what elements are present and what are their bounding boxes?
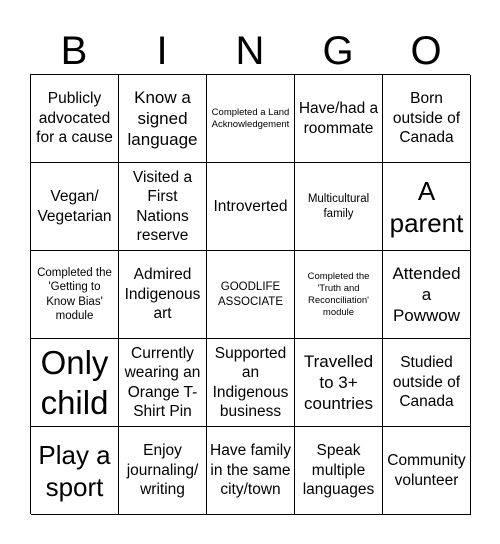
bingo-square[interactable]: Visited a First Nations reserve [119,163,207,251]
header-letter-g: G [322,29,354,73]
bingo-square[interactable]: Only child [31,339,119,427]
header-letter-n: N [235,29,265,73]
bingo-square[interactable]: Publicly advocated for a cause [31,75,119,163]
bingo-square[interactable]: Have/had a roommate [295,75,383,163]
bingo-header [30,28,470,74]
bingo-square[interactable]: Completed the 'Getting to Know Bias' module [31,251,119,339]
bingo-square[interactable]: Multicultural family [295,163,383,251]
bingo-square[interactable]: Have family in the same city/town [207,427,295,515]
header-letter-o: O [410,29,442,73]
bingo-square-free[interactable]: GOODLIFE ASSOCIATE [207,251,295,339]
bingo-square[interactable]: Completed a Land Acknowledgement [207,75,295,163]
bingo-square[interactable]: Completed the 'Truth and Reconciliation' module [295,251,383,339]
bingo-square[interactable]: Born outside of Canada [383,75,471,163]
bingo-square[interactable]: Travelled to 3+ countries [295,339,383,427]
bingo-square[interactable]: Studied outside of Canada [383,339,471,427]
bingo-square[interactable]: A parent [383,163,471,251]
bingo-square[interactable]: Supported an Indigenous business [207,339,295,427]
bingo-square[interactable]: Play a sport [31,427,119,515]
bingo-square[interactable]: Speak multiple languages [295,427,383,515]
bingo-square[interactable]: Admired Indigenous art [119,251,207,339]
header-letter-b: B [60,29,88,73]
bingo-square[interactable]: Introverted [207,163,295,251]
header-letter-i: I [156,29,168,73]
bingo-square[interactable]: Currently wearing an Orange T-Shirt Pin [119,339,207,427]
bingo-square[interactable]: Attended a Powwow [383,251,471,339]
bingo-square[interactable]: Enjoy journaling/ writing [119,427,207,515]
bingo-card [30,74,470,514]
bingo-square[interactable]: Know a signed language [119,75,207,163]
bingo-square[interactable]: Vegan/ Vegetarian [31,163,119,251]
bingo-square[interactable]: Community volunteer [383,427,471,515]
